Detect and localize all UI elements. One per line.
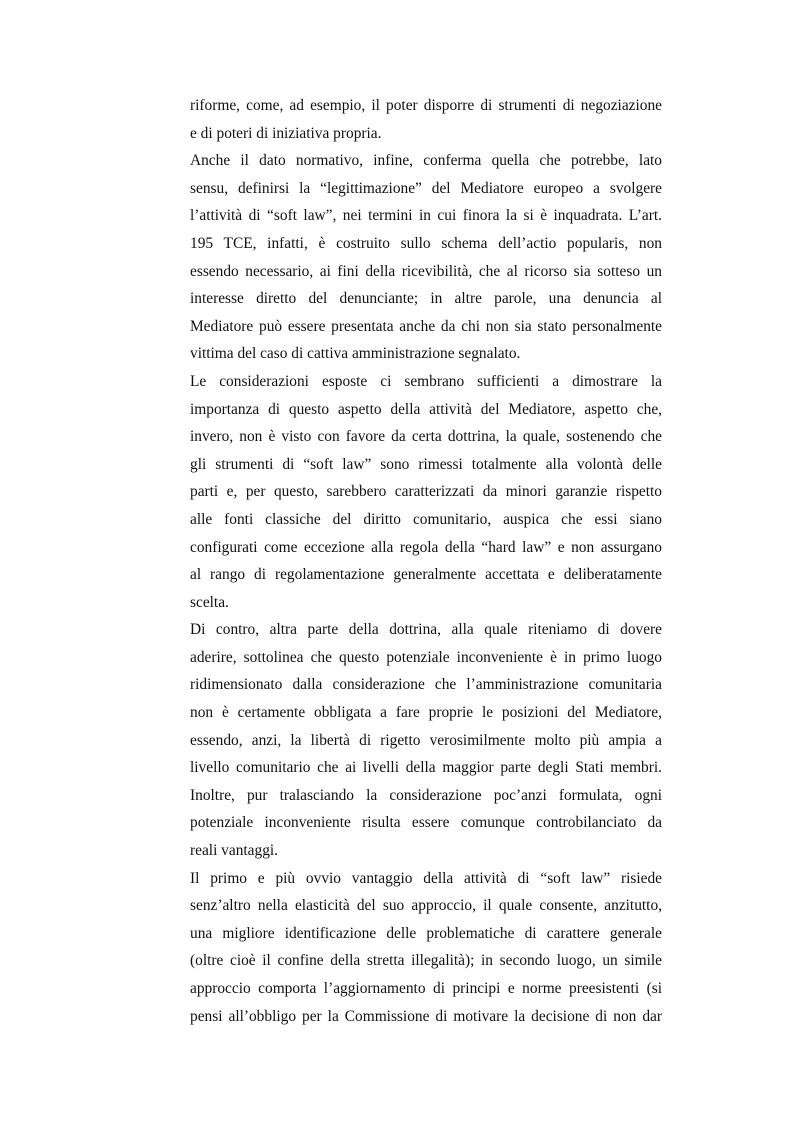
text-line: non è certamente obbligata a fare proprie le posizioni del Mediatore, xyxy=(190,704,662,722)
text-line: aderire, sottolinea che questo potenziale inconveniente è in primo luogo xyxy=(190,648,662,666)
text-line: livello comunitario che ai livelli della maggior parte degli Stati membri. xyxy=(190,759,662,777)
text-line: potenziale inconveniente risulta essere comunque controbilanciato da xyxy=(190,814,662,832)
text-line: 195 TCE, infatti, è costruito sullo schema dell’actio popularis, non xyxy=(190,234,662,252)
text-line: Anche il dato normativo, infine, conferma quella che potrebbe, lato xyxy=(190,152,662,170)
text-line: Inoltre, pur tralasciando la considerazione poc’anzi formulata, ogni xyxy=(190,786,662,804)
document-page xyxy=(190,92,662,1030)
text-line: parti e, per questo, sarebbero caratterizzati da minori garanzie rispetto xyxy=(190,483,662,501)
text-line: (oltre cioè il confine della stretta illegalità); in secondo luogo, un simile xyxy=(190,952,662,970)
text-line: essendo, anzi, la libertà di rigetto verosimilmente molto più ampia a xyxy=(190,731,662,749)
text-line: invero, non è visto con favore da certa dottrina, la quale, sostenendo che xyxy=(190,428,662,446)
text-line: approccio comporta l’aggiornamento di principi e norme preesistenti (si xyxy=(190,980,662,997)
text-line: l’attività di “soft law”, nei termini in cui finora la si è inquadrata. L’art. xyxy=(190,207,662,225)
text-line: importanza di questo aspetto della attività del Mediatore, aspetto che, xyxy=(190,400,662,418)
text-line: alle fonti classiche del diritto comunitario, auspica che essi siano xyxy=(190,510,662,528)
text-line: una migliore identificazione delle problematiche di carattere generale xyxy=(190,924,662,942)
text-line: ridimensionato dalla considerazione che l’amministrazione comunitaria xyxy=(190,676,662,694)
text-line: configurati come eccezione alla regola della “hard law” e non assurgano xyxy=(190,538,662,556)
text-line: gli strumenti di “soft law” sono rimessi totalmente alla volontà delle xyxy=(190,455,662,473)
text-line: pensi all’obbligo per la Commissione di motivare la decisione di non dar xyxy=(190,1007,662,1025)
text-line: Di contro, altra parte della dottrina, alla quale riteniamo di dovere xyxy=(190,621,662,639)
text-line: e di poteri di iniziativa propria. xyxy=(190,124,382,142)
text-line: Le considerazioni esposte ci sembrano sufficienti a dimostrare la xyxy=(190,372,662,390)
text-line: vittima del caso di cattiva amministrazione segnalato. xyxy=(190,345,521,363)
text-line: interesse diretto del denunciante; in altre parole, una denuncia al xyxy=(190,290,662,308)
text-line: riforme, come, ad esempio, il poter disporre di strumenti di negoziazione xyxy=(190,97,662,114)
text-line: Il primo e più ovvio vantaggio della attività di “soft law” risiede xyxy=(190,869,662,887)
text-line: essendo necessario, ai fini della ricevibilità, che al ricorso sia sotteso un xyxy=(190,262,662,280)
text-line: Mediatore può essere presentata anche da chi non sia stato personalmente xyxy=(190,317,662,335)
text-line: senz’altro nella elasticità del suo approccio, il quale consente, anzitutto, xyxy=(190,897,662,915)
text-line: sensu, definirsi la “legittimazione” del Mediatore europeo a svolgere xyxy=(190,179,662,197)
text-line: scelta. xyxy=(190,593,229,611)
text-line: reali vantaggi. xyxy=(190,842,279,860)
text-line: al rango di regolamentazione generalmente accettata e deliberatamente xyxy=(190,566,662,584)
